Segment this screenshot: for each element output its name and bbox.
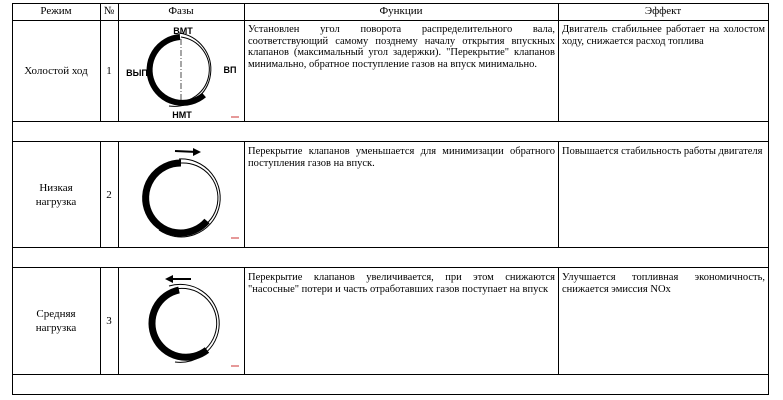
row3-mode: Средняя нагрузка — [35, 308, 77, 334]
row3-num: 3 — [106, 315, 112, 327]
row2-num: 2 — [106, 188, 112, 201]
exhaust-label: ВЫП — [126, 68, 148, 78]
bdc-label: НМТ — [172, 110, 192, 120]
intake-label: ВП — [223, 65, 237, 75]
header-mode: Режим — [40, 5, 72, 17]
row3-phase-diagram — [119, 268, 244, 374]
header-phases: Фазы — [168, 5, 194, 17]
row2-mode: Низкая нагрузка — [35, 181, 77, 208]
row2-phase-diagram — [119, 142, 244, 247]
row2-effect: Повышается стабильность работы двигателя — [562, 146, 763, 157]
row3-effect: Улучшается топливная экономичность, снижается эмиссия NOx — [562, 272, 765, 295]
row1-phase-diagram — [119, 21, 244, 121]
row1-num: 1 — [106, 65, 112, 77]
row3-functions: Перекрытие клапанов увеличивается, при этом снижаются "насосные" потери и часть отработавших газов поступает на впуск — [248, 272, 555, 295]
tdc-label: ВМТ — [173, 26, 193, 36]
row1-mode: Холостой ход — [24, 65, 88, 77]
header-functions: Функции — [379, 5, 423, 17]
row2-functions: Перекрытие клапанов уменьшается для минимизации обратного поступления газов на впуск. — [248, 146, 555, 169]
row1-effect: Двигатель стабильнее работает на холостом ходу, снижается расход топлива — [562, 24, 765, 47]
row1-functions: Установлен угол поворота распределительного вала, соответствующий самому позднему началу открытия впускных клапанов (максимальный угол задержки). "Перекрытие" клапанов минимально, обратное поступление газов на впуск минимально. — [248, 24, 555, 70]
header-effect: Эффект — [644, 5, 682, 17]
header-num: № — [103, 5, 115, 17]
